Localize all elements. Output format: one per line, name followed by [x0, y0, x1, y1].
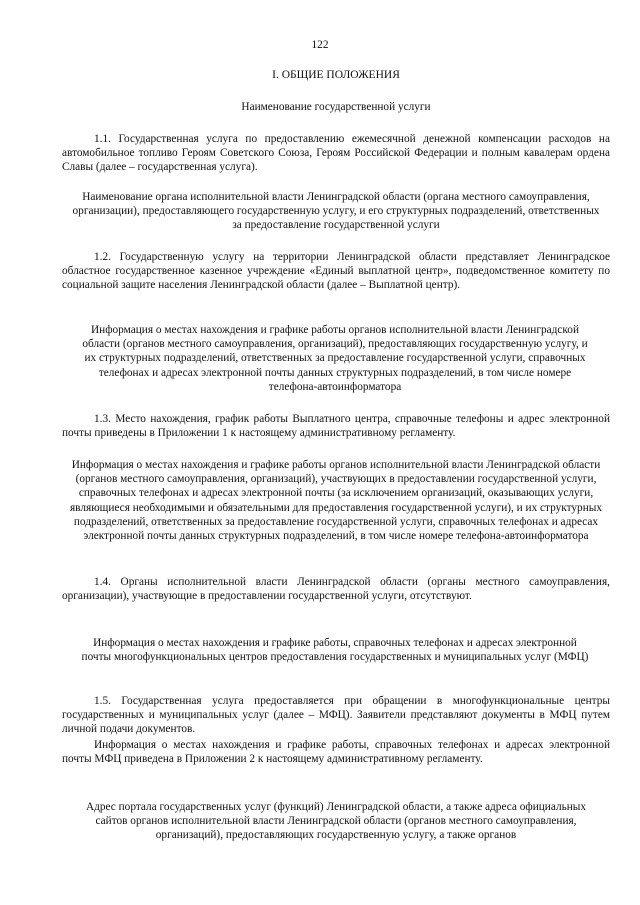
- subheading-info-participating: Информация о местах нахождения и графике работы органов исполнительной власти Ленинградской области (органов местного самоуправления, организаций), участвующих в предоставлении государственной услуги, справочных телефонах и адресах электронной почты (за исключением организаций, оказывающих услуги, являющиеся необходимыми и обязательными для предоставления государственной услуги), и их структурных подразделений, ответственных за предоставление государственной услуги, справочных телефонах и адресах электронной почты данных структурных подразделений, в том числе номере телефона-автоинформатора: [69, 459, 602, 543]
- subheading-mfc: Информация о местах нахождения и графике работы, справочных телефонах и адресах электронной почты многофункциональных центров предоставления государственных и муниципальных услуг (МФЦ): [81, 637, 589, 664]
- paragraph-1-1: 1.1. Государственная услуга по предоставлению ежемесячной денежной компенсации расходов на автомобильное топливо Героям Советского Союза, Героям Российской Федерации и полным кавалерам ордена Славы (далее – государственная услуга).: [62, 133, 610, 174]
- page-number: 122: [311, 39, 329, 51]
- subheading-service-name: Наименование государственной услуги: [241, 101, 431, 113]
- paragraph-1-3: 1.3. Место нахождения, график работы Выплатного центра, справочные телефоны и адрес электронной почты приведены в Приложении 1 к настоящему административному регламенту.: [62, 413, 610, 440]
- subheading-portal: Адрес портала государственных услуг (функций) Ленинградской области, а также адреса официальных сайтов органов исполнительной власти Ленинградской области (органов местного самоуправления, организаций), предоставляющих государственную услугу, а также органов: [85, 801, 587, 842]
- subheading-info-places: Информация о местах нахождения и графике работы органов исполнительной власти Ленинградской области (органов местного самоуправления, организаций), предоставляющих государственную услугу, и их структурных подразделений, ответственных за предоставление государственной услуги, справочных телефонах и адресах электронной почты данных структурных подразделений, в том числе номере телефона-автоинформатора: [82, 324, 588, 393]
- paragraph-1-5: 1.5. Государственная услуга предоставляется при обращении в многофункциональные центры государственных и муниципальных услуг (далее – МФЦ). Заявители представляют документы в МФЦ путем личной подачи документов.: [62, 695, 610, 736]
- section-title: I. ОБЩИЕ ПОЛОЖЕНИЯ: [272, 69, 400, 81]
- paragraph-1-2: 1.2. Государственную услугу на территории Ленинградской области представляет Ленинградское областное государственное казенное учреждение «Единый выплатной центр», подведомственное комитету по социальной защите населения Ленинградской области (далее – Выплатной центр).: [62, 251, 610, 292]
- paragraph-1-4: 1.4. Органы исполнительной власти Ленинградской области (органы местного самоуправления, организации), участвующие в предоставлении государственной услуги, отсутствуют.: [62, 576, 610, 603]
- subheading-organ-name: Наименование органа исполнительной власти Ленинградской области (органа местного самоуправления, организации), предоставляющего государственную услугу, и его структурных подразделений, ответственных за предоставление государственной услуги: [72, 191, 600, 232]
- paragraph-mfc-info: Информация о местах нахождения и графике работы, справочных телефонах и адресах электронной почты МФЦ приведена в Приложении 2 к настоящему административному регламенту.: [62, 739, 610, 766]
